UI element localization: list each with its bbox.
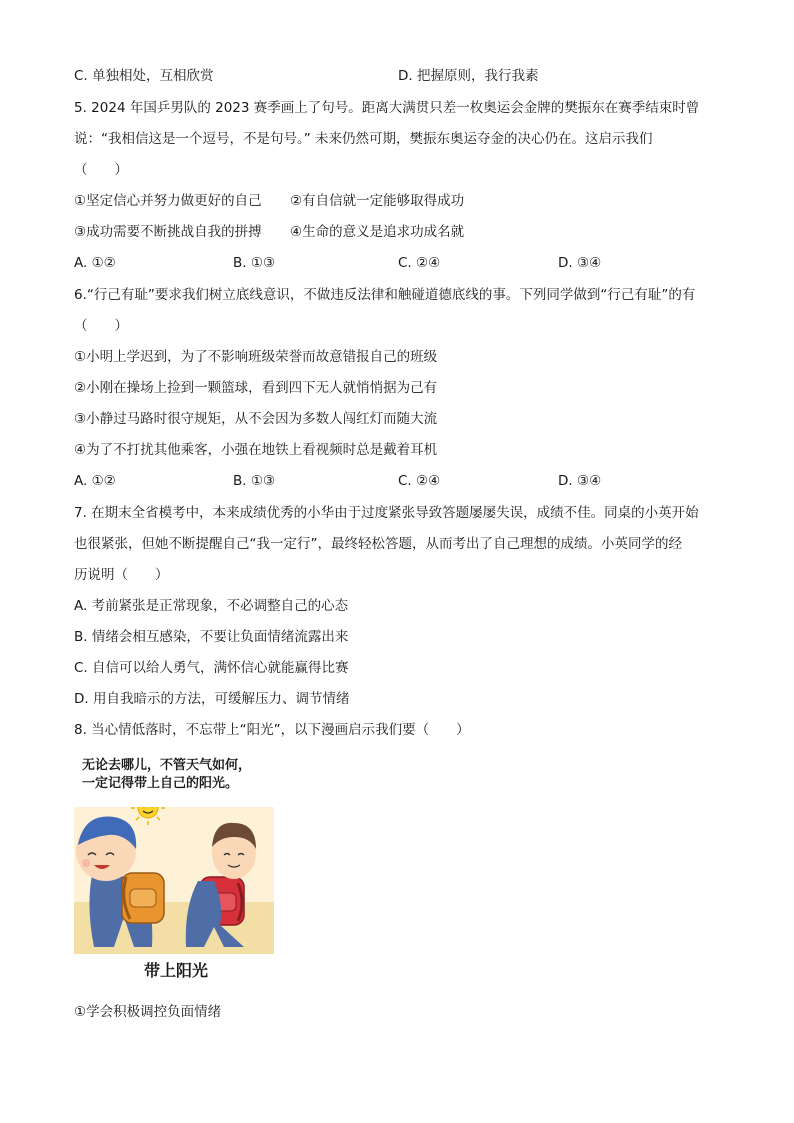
question-8-stem: 8. 当心情低落时，不忘带上“阳光”，以下漫画启示我们要（ ） (74, 722, 470, 738)
question-7-stem-line2: 也很紧张，但她不断提醒自己“我一定行”，最终轻松答题，从而考出了自己理想的成绩。小英同学的经 (74, 536, 682, 552)
question-7-option-b: B. 情绪会相互感染，不要让负面情绪流露出来 (74, 629, 349, 645)
boy-left-figure (76, 817, 164, 947)
question-7-stem-line3: 历说明（ ） (74, 567, 169, 583)
question-7-option-c: C. 自信可以给人勇气，满怀信心就能赢得比赛 (74, 660, 349, 676)
question-6-item-4: ④为了不打扰其他乘客，小强在地铁上看视频时总是戴着耳机 (74, 442, 438, 458)
question-5-item-1: ①坚定信心并努力做更好的自己 (74, 193, 262, 209)
question-6-stem-line1: 6.“行己有耻”要求我们树立底线意识，不做违反法律和触碰道德底线的事。下列同学做到“行己有耻”的有 (74, 287, 696, 303)
sun-icon (131, 807, 165, 825)
question-5-option-a: A. ①② (74, 255, 116, 271)
question-8-item-1: ①学会积极调控负面情绪 (74, 1004, 222, 1020)
question-5-item-4: ④生命的意义是追求功成名就 (290, 224, 465, 240)
question-5-item-2: ②有自信就一定能够取得成功 (290, 193, 465, 209)
option-c: C. 单独相处，互相欣赏 (74, 68, 214, 84)
cartoon-drawing (74, 807, 274, 954)
question-6-option-d: D. ③④ (558, 473, 602, 489)
question-5-stem-line1: 5. 2024 年国乒男队的 2023 赛季画上了句号。距离大满贯只差一枚奥运会金牌的樊振东在赛季结束时曾 (74, 100, 700, 116)
question-7-stem-line1: 7. 在期末全省模考中，本来成绩优秀的小华由于过度紧张导致答题屡屡失误，成绩不佳。同桌的小英开始 (74, 505, 699, 521)
question-7-option-d: D. 用自我暗示的方法，可缓解压力、调节情绪 (74, 691, 350, 707)
option-d: D. 把握原则，我行我素 (398, 68, 539, 84)
question-5-item-3: ③成功需要不断挑战自我的拼搏 (74, 224, 262, 240)
question-5-blank: （ ） (74, 162, 128, 178)
question-7-option-a: A. 考前紧张是正常现象，不必调整自己的心态 (74, 598, 349, 614)
question-6-item-2: ②小刚在操场上捡到一颗篮球，看到四下无人就悄悄据为己有 (74, 380, 438, 396)
question-6-option-c: C. ②④ (398, 473, 441, 489)
question-5-option-c: C. ②④ (398, 255, 441, 271)
cartoon-title: 带上阳光 (144, 961, 209, 980)
question-6-option-b: B. ①③ (233, 473, 276, 489)
question-6-option-a: A. ①② (74, 473, 116, 489)
question-6-item-3: ③小静过马路时很守规矩，从不会因为多数人闯红灯而随大流 (74, 411, 438, 427)
question-6-item-1: ①小明上学迟到，为了不影响班级荣誉而故意错报自己的班级 (74, 349, 438, 365)
question-5-option-b: B. ①③ (233, 255, 276, 271)
question-5-option-d: D. ③④ (558, 255, 602, 271)
cartoon-caption-line2: 一定记得带上自己的阳光。 (82, 776, 239, 791)
cartoon-caption-line1: 无论去哪儿，不管天气如何， (82, 758, 252, 773)
cartoon-panel (74, 807, 274, 954)
question-5-stem-line2: 说：“我相信这是一个逗号，不是句号。” 未来仍然可期，樊振东奥运夺金的决心仍在。这启示我们 (74, 131, 653, 147)
boy-right-figure (186, 823, 256, 947)
question-6-blank: （ ） (74, 318, 128, 334)
